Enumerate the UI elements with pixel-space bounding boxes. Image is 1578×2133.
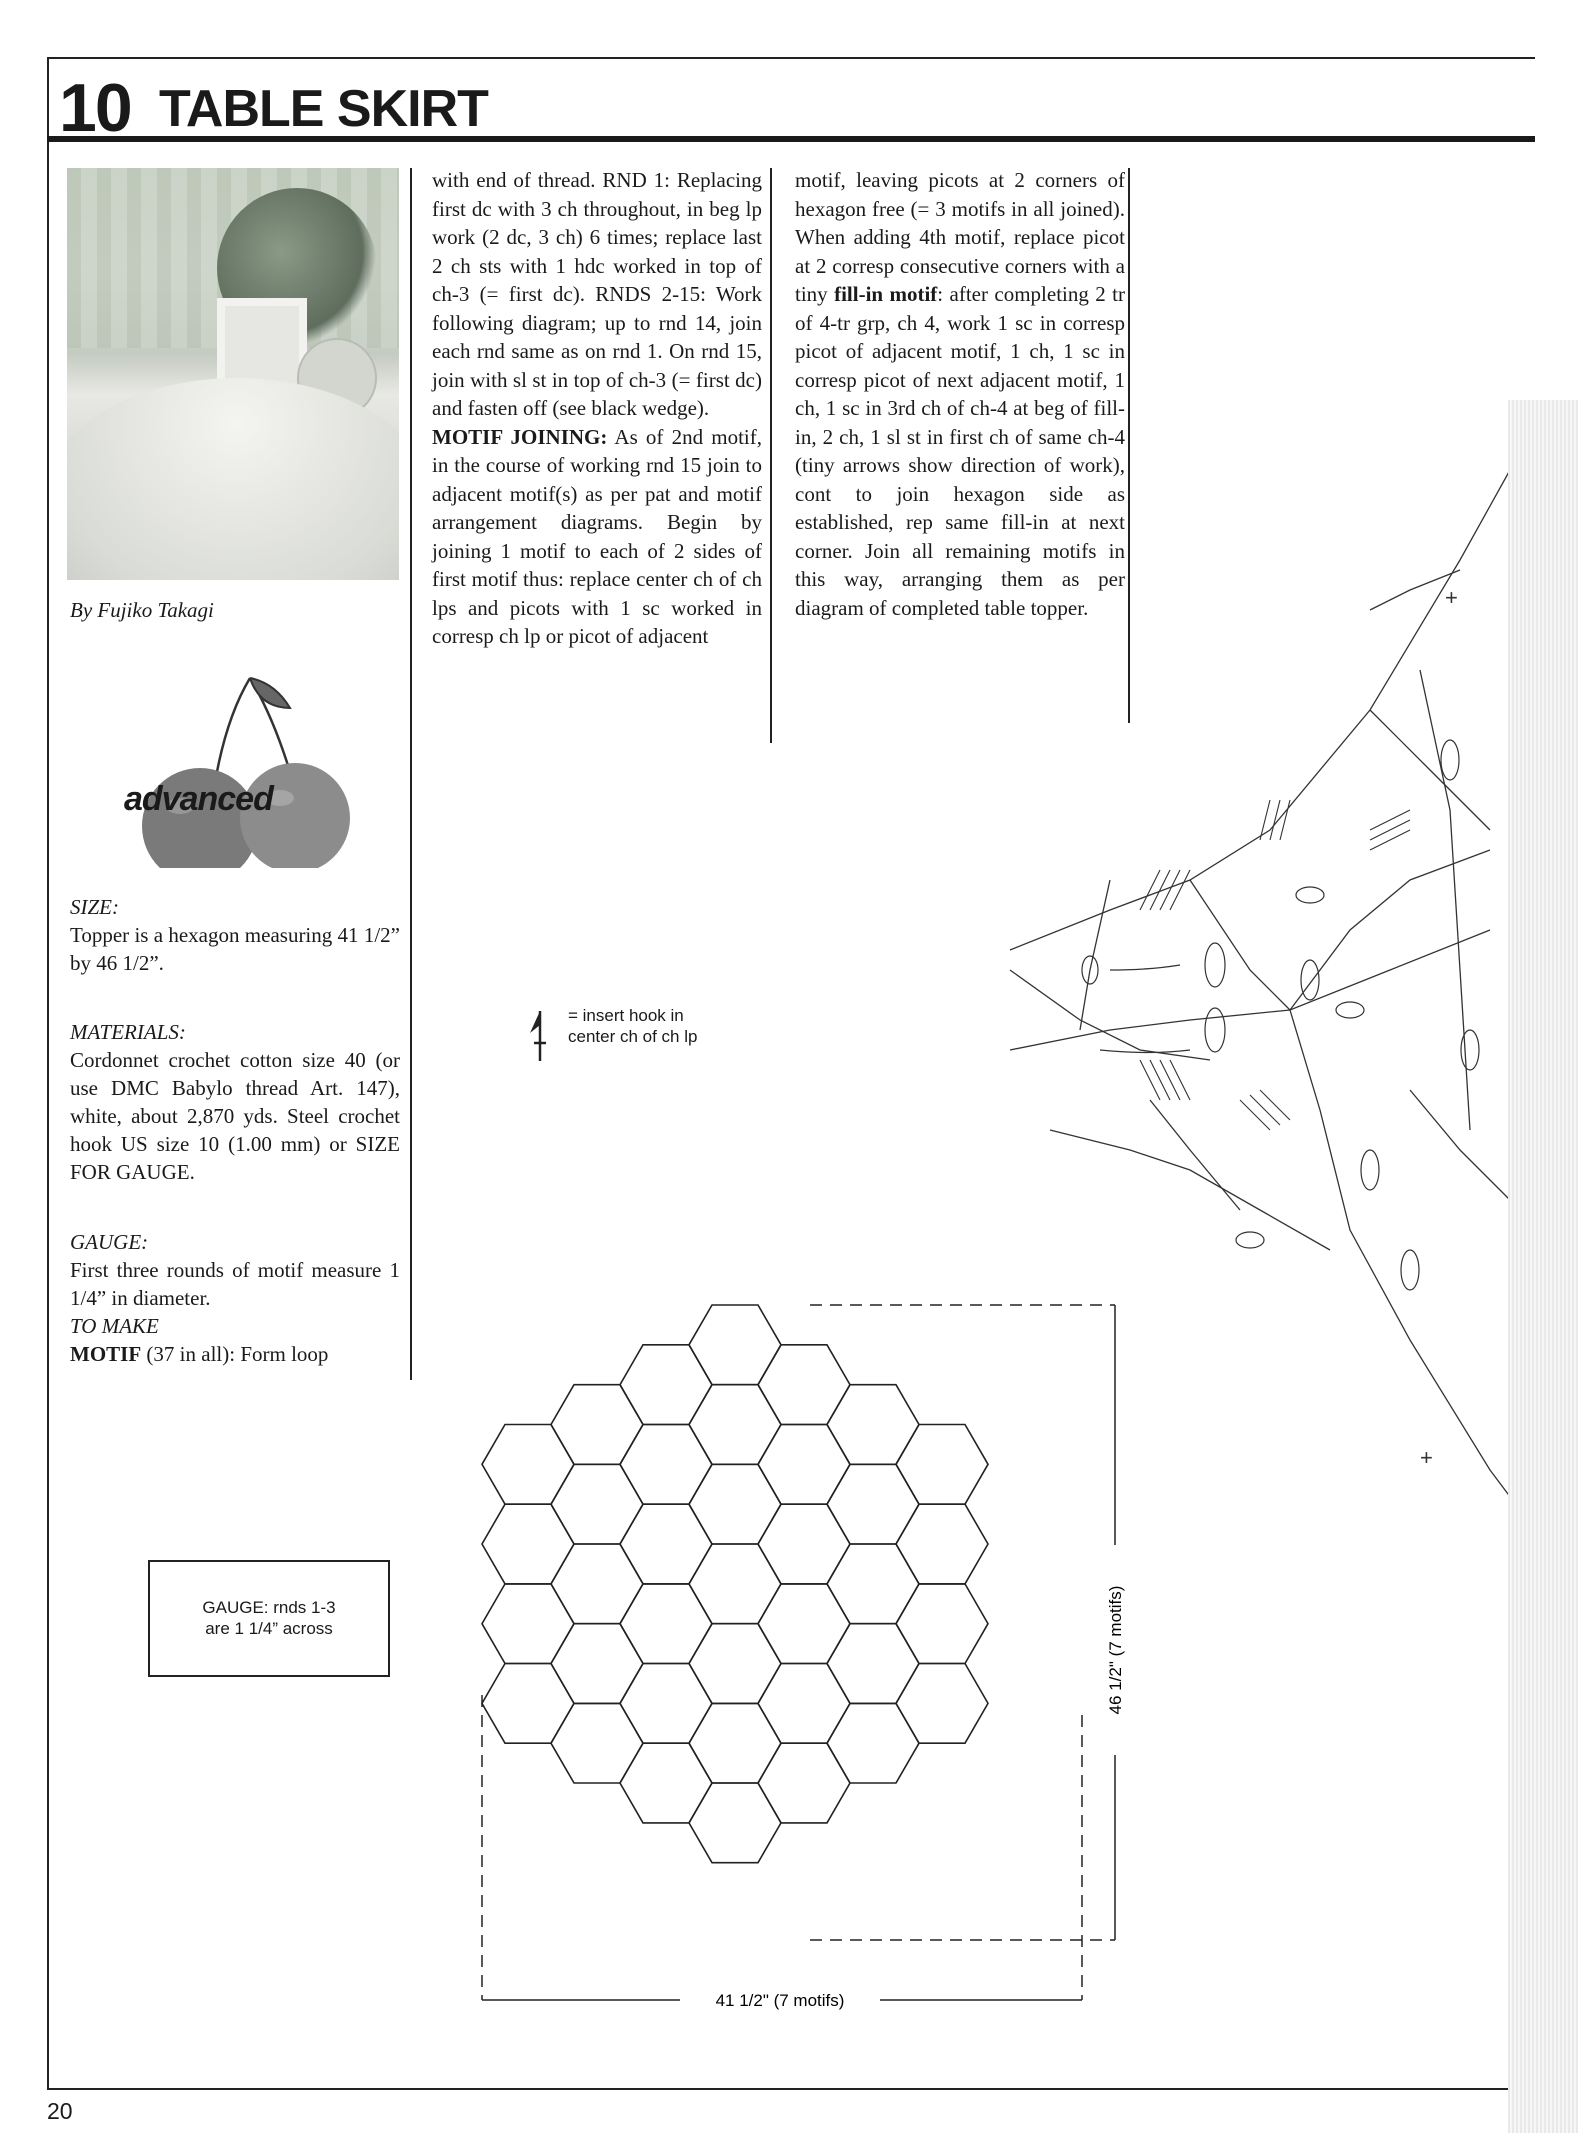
motif-hexagon bbox=[827, 1624, 919, 1704]
col3-text-end: : after completing 2 tr of 4-tr grp, ch 4, work 1 sc in corresp picot of adjacent motif, 1 ch, 1 sc in corresp picot of next adjacent motif, 1 ch, 1 sc in 3rd ch of ch-4 at beg of fill-in, 2 ch, 1 sl st in first ch of same ch-4 (tiny arrows show direction of work), cont to join hexagon side as established, rep same fill-in at next corner. Join all remaining motifs in this way, arranging them as per diagram of completed table topper. bbox=[795, 282, 1125, 620]
motif-hexagon bbox=[551, 1464, 643, 1544]
motif-hexagon bbox=[689, 1624, 781, 1704]
designer-byline: By Fujiko Takagi bbox=[70, 598, 214, 622]
to-make-heading: TO MAKE bbox=[70, 1314, 159, 1338]
column-rule bbox=[410, 168, 412, 1380]
motif-hexagon bbox=[689, 1703, 781, 1783]
svg-text:+: + bbox=[1445, 585, 1458, 610]
crochet-stitch-diagram bbox=[990, 410, 1530, 1860]
table-skirt-photo bbox=[67, 168, 399, 580]
symbol-legend bbox=[520, 1005, 740, 1065]
motif-hexagon bbox=[482, 1425, 574, 1505]
motif-hexagon bbox=[689, 1783, 781, 1863]
svg-text:+: + bbox=[1420, 1445, 1433, 1470]
instructions-para: with end of thread. RND 1: Replacing first dc with 3 ch throughout, in beg lp work (2 dc, 3 ch) 6 times; replace last 2 ch sts with 1 hdc worked in top of ch-3 (= first dc). RNDS 2-15: Work following diagram; up to rnd 14, join each rnd same as on rnd 1. On rnd 15, join with sl st in top of ch-3 (= first dc) and fasten off (see black wedge). bbox=[432, 168, 762, 420]
skill-level-label: advanced bbox=[124, 780, 273, 818]
motif-hexagon bbox=[620, 1504, 712, 1584]
size-heading: SIZE: bbox=[70, 895, 119, 919]
motif-hexagon bbox=[551, 1385, 643, 1465]
motif-label: MOTIF bbox=[70, 1342, 142, 1366]
motif-hexagon bbox=[827, 1464, 919, 1544]
motif-hexagon bbox=[620, 1664, 712, 1744]
materials-section bbox=[70, 1018, 400, 1186]
motif-hexagon bbox=[689, 1385, 781, 1465]
materials-heading: MATERIALS: bbox=[70, 1020, 186, 1044]
motif-hexagon bbox=[896, 1664, 988, 1744]
page-number: 20 bbox=[47, 2098, 73, 2124]
motif-hexagon bbox=[758, 1584, 850, 1664]
motif-hexagon bbox=[689, 1544, 781, 1624]
motif-hexagon bbox=[551, 1624, 643, 1704]
gauge-box-line-1: GAUGE: rnds 1-3 bbox=[202, 1598, 336, 1617]
motif-hexagon bbox=[896, 1584, 988, 1664]
legend-line-1: = insert hook in bbox=[568, 1006, 684, 1025]
instructions-column-2 bbox=[432, 166, 762, 651]
motif-hexagon bbox=[482, 1664, 574, 1744]
motif-hexagon bbox=[689, 1464, 781, 1544]
motif-hexagon bbox=[758, 1504, 850, 1584]
size-section bbox=[70, 893, 400, 977]
page-header bbox=[47, 57, 1535, 146]
gauge-box-line-2: are 1 1/4” across bbox=[205, 1619, 333, 1638]
motif-hexagon bbox=[896, 1425, 988, 1505]
col3-text-start: motif, leaving picots at 2 corners of hexagon free (= 3 motifs in all joined). When adding 4th motif, replace picot at 2 corresp consecutive corners with a tiny bbox=[795, 168, 1125, 306]
motif-hexagon bbox=[620, 1743, 712, 1823]
motif-hexagon bbox=[758, 1425, 850, 1505]
cherries-icon bbox=[110, 668, 360, 868]
gauge-section bbox=[70, 1228, 400, 1368]
instructions-para bbox=[432, 423, 762, 651]
motif-hexagon bbox=[620, 1425, 712, 1505]
size-text: Topper is a hexagon measuring 41 1/2” by 46 1/2”. bbox=[70, 923, 400, 975]
motif-joining-text: As of 2nd motif, in the course of working rnd 15 join to adjacent motif(s) as per pat and motif arrangement diagrams. Begin by joining 1 motif to each of 2 sides of first motif thus: replace center ch of ch lps and picots with 1 sc worked in corresp ch lp or picot of adjacent bbox=[432, 424, 762, 648]
motif-hexagon bbox=[482, 1584, 574, 1664]
gauge-heading: GAUGE: bbox=[70, 1230, 149, 1254]
motif-joining-heading: MOTIF JOINING: bbox=[432, 424, 608, 449]
motif-hexagon bbox=[896, 1504, 988, 1584]
motif-hexagon bbox=[620, 1584, 712, 1664]
page-edge bbox=[1508, 400, 1578, 2133]
motif-hexagon bbox=[620, 1345, 712, 1425]
motif-hexagon bbox=[827, 1703, 919, 1783]
legend-line-2: center ch of ch lp bbox=[568, 1027, 698, 1046]
width-dimension-label: 41 1/2" (7 motifs) bbox=[715, 1991, 845, 2010]
page-title: TABLE SKIRT bbox=[159, 80, 488, 138]
motif-hexagon bbox=[689, 1305, 781, 1385]
motif-hexagon bbox=[758, 1345, 850, 1425]
column-rule bbox=[770, 168, 772, 743]
insert-hook-symbol-icon bbox=[520, 1005, 560, 1065]
skill-level-badge bbox=[110, 668, 360, 868]
gauge-callout-box bbox=[148, 1560, 390, 1677]
motif-intro-text: (37 in all): Form loop bbox=[146, 1342, 329, 1366]
motif-hexagon bbox=[551, 1544, 643, 1624]
motif-hexagon bbox=[758, 1743, 850, 1823]
motif-hexagon bbox=[758, 1664, 850, 1744]
motif-intro bbox=[70, 1340, 400, 1368]
motif-hexagon bbox=[482, 1504, 574, 1584]
motif-hexagon bbox=[551, 1703, 643, 1783]
height-dimension-label: 46 1/2" (7 motifs) bbox=[1106, 1585, 1125, 1715]
gauge-text: First three rounds of motif measure 1 1/4” in diameter. bbox=[70, 1258, 400, 1310]
motif-hexagon bbox=[827, 1385, 919, 1465]
materials-text: Cordonnet crochet cotton size 40 (or use DMC Babylo thread Art. 147), white, about 2,870 yds. Steel crochet hook US size 10 (1.00 mm) or SIZE FOR GAUGE. bbox=[70, 1048, 400, 1184]
fill-in-motif-term: fill-in motif bbox=[834, 282, 938, 306]
pattern-number: 10 bbox=[59, 70, 131, 146]
motif-hexagon bbox=[827, 1544, 919, 1624]
